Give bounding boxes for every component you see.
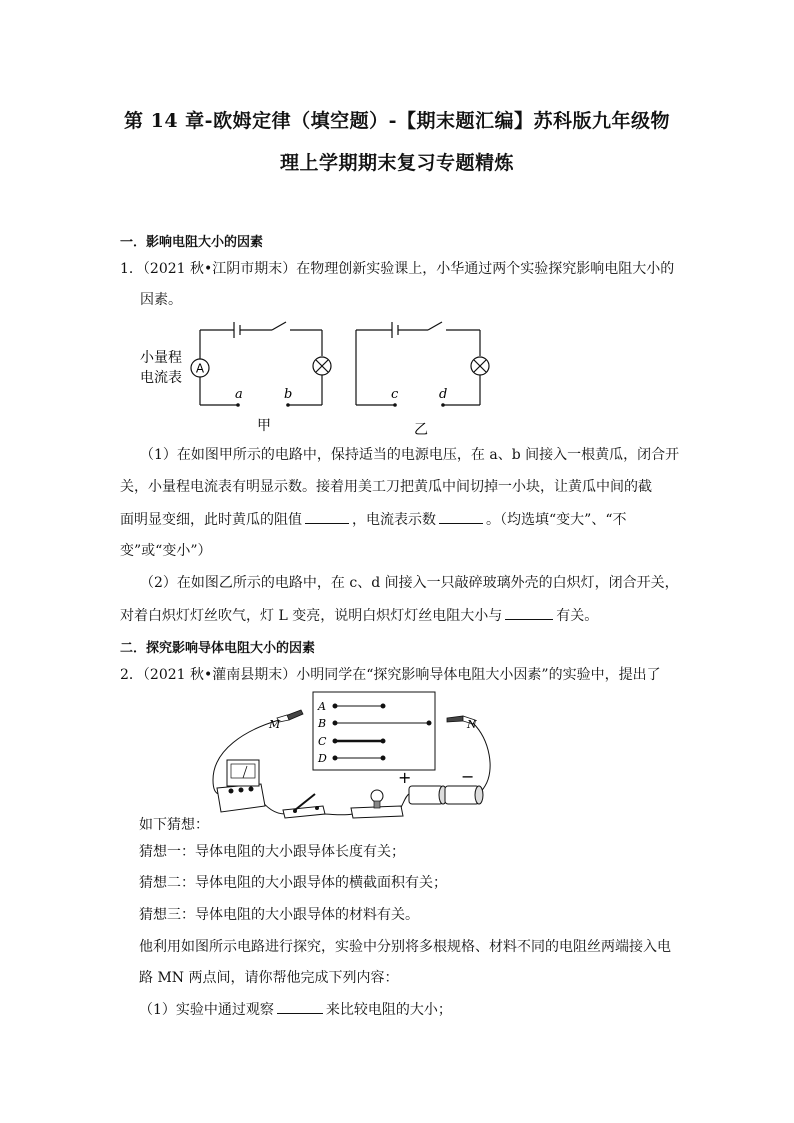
wire-d-label: D — [318, 752, 327, 765]
lamp-icon — [351, 790, 403, 818]
q2-sub1-text-b: 来比较电阻的大小； — [325, 1002, 452, 1018]
q2-sub1-text-a: （1）实验中通过观察 — [139, 1002, 274, 1018]
q2-line3: 他利用如图所示电路进行探究，实验中分别将多根规格、材料不同的电阻丝两端接入电 — [139, 939, 671, 955]
ammeter-symbol: A — [195, 361, 205, 376]
q2-guess2: 猜想二：导体电阻的大小跟导体的横截面积有关； — [139, 875, 447, 891]
q2-sub1 — [139, 999, 452, 1020]
q1-line1 — [120, 259, 674, 279]
battery-minus-label: − — [461, 767, 475, 786]
q1-part2-line2-text-b: 有关。 — [556, 608, 599, 624]
q2-number: 2． — [120, 667, 143, 683]
q1-part1-line3-text-c: 。（均选填“变大”、“不 — [486, 512, 627, 528]
q1-part1-line3 — [120, 509, 626, 530]
q1-number: 1． — [120, 261, 143, 277]
q1-part1-line4: 变”或“变小”） — [120, 543, 212, 559]
switch-icon — [283, 794, 325, 818]
q2-line4: 路 MN 两点间，请你帮他完成下列内容： — [139, 970, 399, 986]
q2-guess1: 猜想一：导体电阻的大小跟导体长度有关； — [139, 844, 405, 860]
q1-part2-line2-text-a: 对着白炽灯灯丝吹气，灯 L 变亮，说明白炽灯灯丝电阻大小与 — [120, 608, 503, 624]
point-c-label: c — [391, 387, 399, 402]
answer-blank-resistance[interactable] — [305, 509, 349, 524]
q2-guess3: 猜想三：导体电阻的大小跟导体的材料有关。 — [139, 907, 419, 923]
wire-a-label: A — [318, 700, 326, 713]
q2-text-line1: （2021 秋•灌南县期末）小明同学在“探究影响导体电阻大小因素”的实验中，提出了 — [142, 667, 661, 683]
wire-c-label: C — [318, 735, 327, 748]
ammeter-label-line1: 小量程 — [140, 350, 182, 366]
answer-blank-observe[interactable] — [277, 999, 323, 1014]
q1-part1-line1: （1）在如图甲所示的电路中，保持适当的电源电压，在 a、b 间接入一根黄瓜，闭合开 — [140, 447, 680, 463]
point-a-label: a — [235, 387, 243, 402]
q1-part2-line1: （2）在如图乙所示的电路中，在 c、d 间接入一只敲碎玻璃外壳的白炽灯，闭合开关， — [140, 575, 679, 591]
q1-part1-line2: 关，小量程电流表有明显示数。接着用美工刀把黄瓜中间切掉一小块，让黄瓜中间的截 — [120, 479, 652, 495]
label-m: M — [269, 718, 281, 731]
q2-line2: 如下猜想： — [139, 817, 209, 833]
q1-part2-line2 — [120, 605, 598, 626]
section1-heading: 一．影响电阻大小的因素 — [120, 235, 264, 250]
wire-b-label: B — [318, 717, 327, 730]
label-n: N — [467, 718, 477, 731]
battery-icon — [409, 786, 483, 804]
point-d-label: d — [439, 387, 448, 402]
document-title-line2: 理上学期期末复习专题精炼 — [279, 152, 514, 174]
answer-blank-filament[interactable] — [505, 605, 553, 620]
document-title-line1: 第 14 章-欧姆定律（填空题）-【期末题汇编】苏科版九年级物 — [124, 110, 670, 132]
q1-part1-line3-text-b: ，电流表示数 — [352, 512, 436, 528]
ammeter-device-icon — [217, 760, 265, 812]
q2-apparatus-figure — [205, 690, 505, 830]
battery-plus-label: + — [398, 768, 412, 787]
q1-part1-line3-text-a: 面明显变细，此时黄瓜的阻值 — [120, 512, 302, 528]
answer-blank-current[interactable] — [439, 509, 483, 524]
section2-heading: 二．探究影响导体电阻大小的因素 — [120, 641, 316, 656]
ammeter-label-line2: 电流表 — [140, 370, 182, 386]
point-b-label: b — [284, 387, 293, 402]
q1-line2: 因素。 — [140, 292, 182, 308]
caption-yi: 乙 — [414, 422, 428, 438]
q1-circuit-figure — [136, 316, 496, 438]
q1-text-line1: （2021 秋•江阴市期末）在物理创新实验课上，小华通过两个实验探究影响电阻大小的 — [142, 261, 675, 277]
caption-jia: 甲 — [257, 418, 271, 434]
q2-line1 — [120, 665, 661, 685]
clip-m-icon — [277, 710, 303, 722]
